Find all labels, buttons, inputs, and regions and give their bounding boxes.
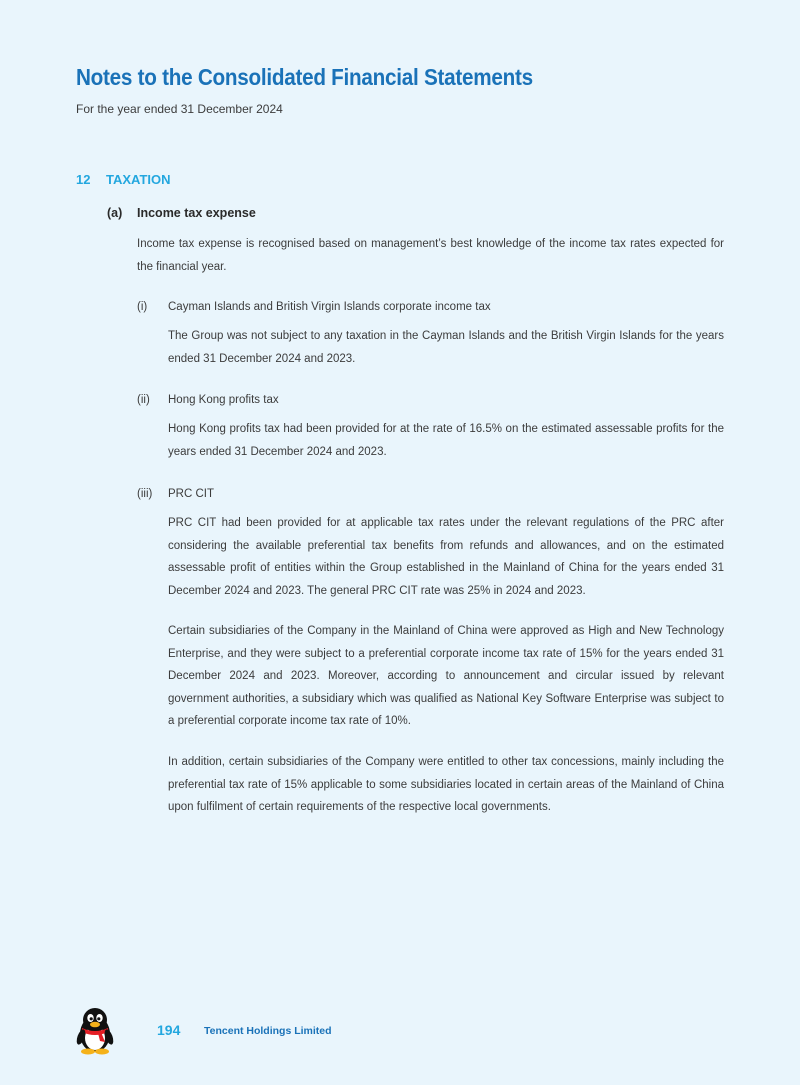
section-heading <box>76 172 171 187</box>
subsection-title: Income tax expense <box>137 206 256 220</box>
item-heading-i <box>137 298 491 316</box>
item-i-paragraph: The Group was not subject to any taxation in the Cayman Islands and the British Virgin Islands for the years ended 31 December 2024 and 2023. <box>168 330 724 365</box>
subsection-label: (a) <box>107 206 123 220</box>
company-name: Tencent Holdings Limited <box>204 1025 332 1037</box>
item-heading-iii <box>137 485 214 503</box>
page-title: Notes to the Consolidated Financial Statements <box>76 64 533 90</box>
item-iii-paragraph-3: In addition, certain subsidiaries of the Company were entitled to other tax concessions, mainly including the preferential tax rate of 15% applicable to some subsidiaries located in certain areas of the Mainland of China upon fulfilment of certain requirements of the respective local governments. <box>168 756 724 813</box>
section-number: 12 <box>76 172 91 187</box>
section-title: TAXATION <box>106 172 171 187</box>
qq-penguin-icon <box>74 1005 116 1055</box>
item-ii-paragraph: Hong Kong profits tax had been provided for at the rate of 16.5% on the estimated assessable profits for the years ended 31 December 2024 and 2023. <box>168 423 724 458</box>
item-title: Hong Kong profits tax <box>168 394 279 406</box>
subsection-intro-paragraph: Income tax expense is recognised based on management’s best knowledge of the income tax rates expected for the financial year. <box>137 238 724 273</box>
item-iii-paragraph-1: PRC CIT had been provided for at applicable tax rates under the relevant regulations of the PRC after considering the available preferential tax benefits from refunds and allowances, and on the estimated assessable profit of entities within the Group established in the Mainland of China for the years ended 31 December 2024 and 2023. The general PRC CIT rate was 25% in 2024 and 2023. <box>168 517 724 597</box>
item-title: PRC CIT <box>168 488 214 500</box>
item-label: (i) <box>137 301 148 313</box>
item-iii-paragraph-2: Certain subsidiaries of the Company in the Mainland of China were approved as High and New Technology Enterprise, and they were subject to a preferential corporate income tax rate of 15% for the years ended 31 December 2024 and 2023. Moreover, according to announcement and circular issued by relevant government authorities, a subsidiary which was qualified as National Key Software Enterprise was subject to a preferential corporate income tax rate of 10%. <box>168 625 724 727</box>
page-number: 194 <box>157 1022 181 1038</box>
page-subtitle: For the year ended 31 December 2024 <box>76 102 283 116</box>
subsection-heading <box>107 206 256 220</box>
item-label: (ii) <box>137 394 150 406</box>
item-heading-ii <box>137 391 279 409</box>
item-title: Cayman Islands and British Virgin Islands corporate income tax <box>168 301 491 313</box>
item-label: (iii) <box>137 488 153 500</box>
